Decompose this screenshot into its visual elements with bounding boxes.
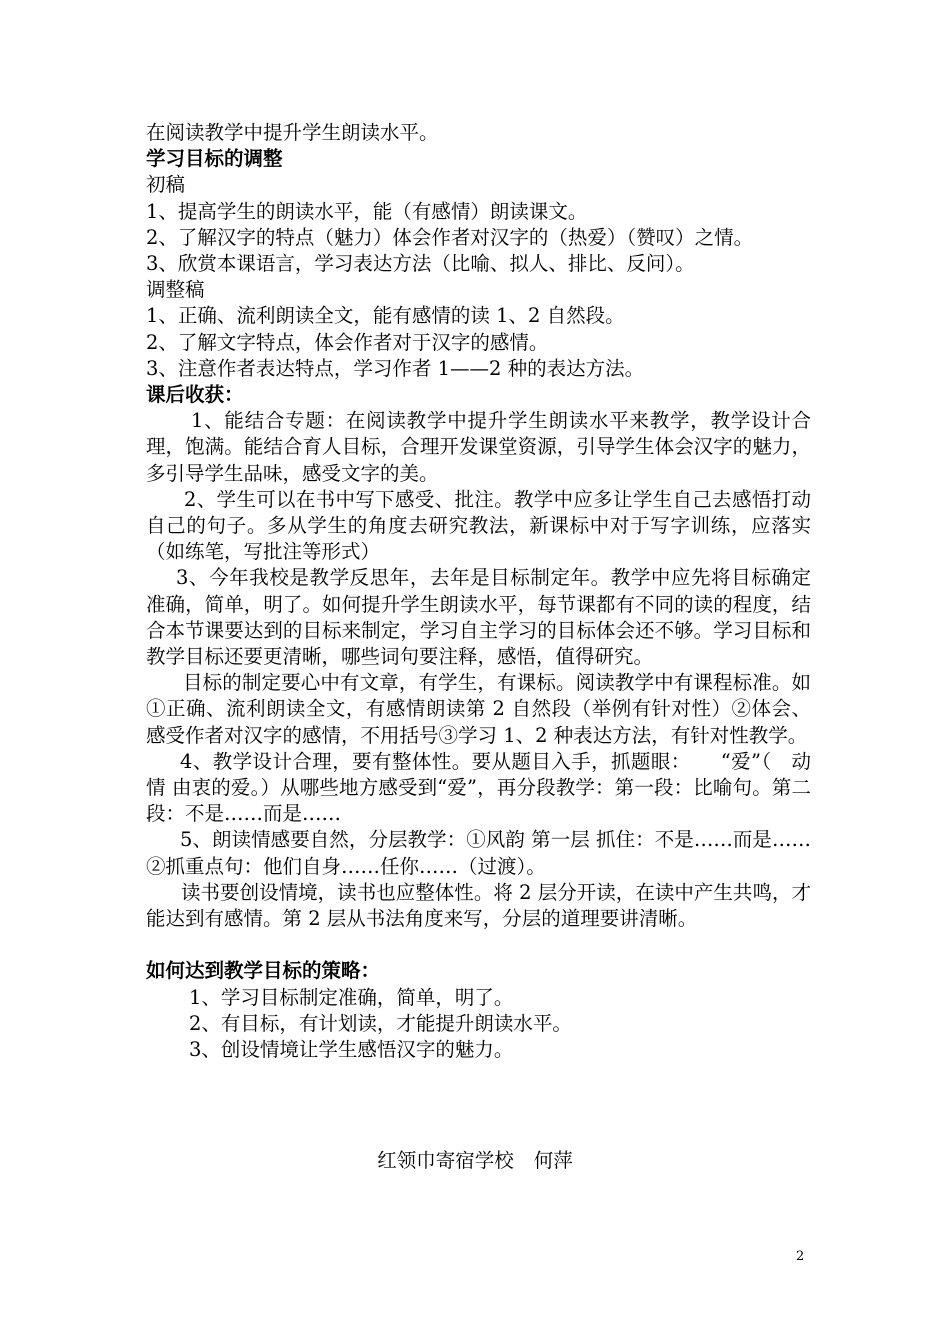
goal-adjust-heading: 学习目标的调整 <box>146 147 283 171</box>
blank-line <box>146 932 811 958</box>
draft-item-1: 1、提高学生的朗读水平，能（有感情）朗读课文。 <box>146 199 588 223</box>
page-number: 2 <box>796 1249 805 1264</box>
harvest-paragraph-3: 3、今年我校是教学反思年，去年是目标制定年。教学中应先将目标确定准确，简单，明了。如何提升学生朗读水平，每节课都有不同的读的程度，结合本节课要达到的目标来制定，学习自主学习的目标体会还不够。学习目标和教学目标还要更清晰，哪些词句要注释，感悟，值得研究。 <box>146 566 811 669</box>
intro-line: 在阅读教学中提升学生朗读水平。 <box>146 121 439 144</box>
strategy-item-3: 3、创设情境让学生感悟汉字的魅力。 <box>189 1037 514 1061</box>
harvest-paragraph-6: 5、朗读情感要自然，分层教学：①风韵 第一层 抓住：不是……而是……②抓重点句：他们自身……任你……（过渡）。 <box>146 828 811 878</box>
harvest-heading: 课后收获： <box>146 383 244 407</box>
harvest-paragraph-1: 1、能结合专题：在阅读教学中提升学生朗读水平来教学，教学设计合理，饱满。能结合育人目标，合理开发课堂资源，引导学生体会汉字的魅力，多引导学生品味，感受文字的美。 <box>146 409 811 485</box>
draft-label: 初稿 <box>146 173 186 197</box>
strategy-heading: 如何达到教学目标的策略： <box>146 959 381 983</box>
strategy-item-1: 1、学习目标制定准确，简单，明了。 <box>189 985 514 1009</box>
harvest-paragraph-7: 读书要创设情境，读书也应整体性。将 2 层分开读，在读中产生共鸣，才能达到有感情。第 2 层从书法角度来写，分层的道理要讲清晰。 <box>146 880 811 931</box>
revised-item-3: 3、注意作者表达特点，学习作者 1——2 种的表达方法。 <box>146 356 645 380</box>
harvest-paragraph-5: 4、教学设计合理，要有整体性。要从题目入手，抓题眼： “爱”（ 动情 由衷的爱。）从哪些地方感受到“爱”，再分段教学：第一段：比喻句。第二段：不是……而是…… <box>146 749 811 826</box>
harvest-paragraph-2: 2、学生可以在书中写下感受、批注。教学中应多让学生自己去感悟打动自己的句子。多从学生的角度去研究教法，新课标中对于写字训练，应落实（如练笔，写批注等形式） <box>146 487 811 564</box>
strategy-item-2: 2、有目标，有计划读，才能提升朗读水平。 <box>189 1011 572 1035</box>
signature <box>0 1145 950 1173</box>
revised-item-1: 1、正确、流利朗读全文，能有感情的读 1、2 自然段。 <box>146 304 625 328</box>
revised-label: 调整稿 <box>146 278 205 302</box>
signature-author: 何萍 <box>533 1149 573 1172</box>
harvest-paragraph-4: 目标的制定要心中有文章，有学生，有课标。阅读教学中有课程标准。如①正确、流利朗读全文，有感情朗读第 2 自然段（举例有针对性）②体会、感受作者对汉字的感情，不用括号③学习 1、2 种表达方法，有针对性教学。 <box>146 671 811 747</box>
document-body <box>146 120 811 1063</box>
signature-school: 红领巾寄宿学校 <box>377 1149 514 1172</box>
revised-item-2: 2、了解文字特点，体会作者对于汉字的感情。 <box>146 330 549 354</box>
draft-item-2: 2、了解汉字的特点（魅力）体会作者对汉字的（热爱）（赞叹）之情。 <box>146 225 754 249</box>
draft-item-3: 3、欣赏本课语言，学习表达方法（比喻、拟人、排比、反问）。 <box>146 252 695 276</box>
